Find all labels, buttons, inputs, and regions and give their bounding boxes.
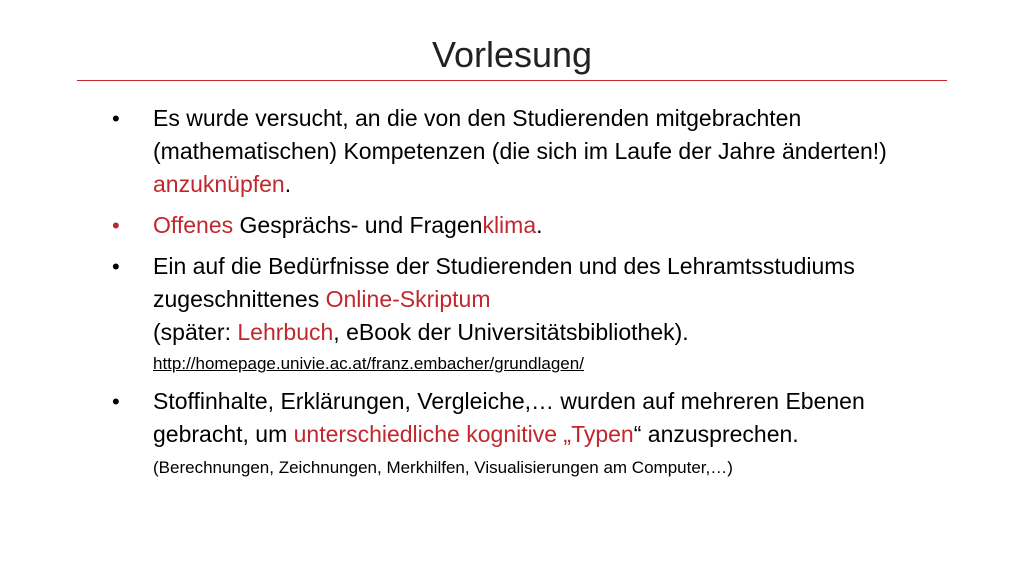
bullet-text: Ein auf die Bedürfnisse der Studierenden und des Lehramtsstudiums zugeschnittenes [153, 253, 855, 312]
highlight-text: klima [482, 212, 537, 238]
bullet-item-script [112, 250, 952, 377]
bullet-icon: • [112, 389, 120, 414]
highlight-text: unterschiedliche kognitive „Typen [293, 421, 634, 447]
bullet-text: , eBook der Universitätsbibliothek). [333, 319, 689, 345]
highlight-text: Lehrbuch [237, 319, 334, 345]
slide-title: Vorlesung [431, 34, 593, 75]
highlight-text: anzuknüpfen [153, 171, 285, 197]
bullet-subnote: (Berechnungen, Zeichnungen, Merkhilfen, Visualisierungen am Computer,…) [153, 458, 733, 477]
bullet-text: “ anzusprechen. [633, 421, 799, 447]
bullet-item-climate [112, 209, 952, 242]
highlight-text: Offenes [153, 212, 234, 238]
bullet-text: Es wurde versucht, an die von den Studierenden mitgebrachten (mathematischen) Kompetenzen (die sich im Laufe der Jahre änderten!) [153, 105, 887, 164]
bullet-icon: • [112, 213, 120, 238]
script-url-link[interactable]: http://homepage.univie.ac.at/franz.embacher/grundlagen/ [153, 354, 584, 373]
bullet-text: (später: [153, 319, 238, 345]
bullet-item-content-levels [112, 385, 952, 481]
bullet-text: Gesprächs- und Fragen [233, 212, 483, 238]
bullet-item-competences [112, 102, 952, 201]
bullet-icon: • [112, 254, 120, 279]
highlight-text: Online-Skriptum [325, 286, 491, 312]
bullet-text: . [284, 171, 292, 197]
bullet-text: Stoffinhalte, Erklärungen, Vergleiche,… wurden auf mehreren Ebenen gebracht, um [153, 388, 865, 447]
bullet-icon: • [112, 106, 120, 131]
title-divider [77, 80, 947, 81]
bullet-text: . [536, 212, 543, 238]
bullet-list [112, 102, 952, 489]
